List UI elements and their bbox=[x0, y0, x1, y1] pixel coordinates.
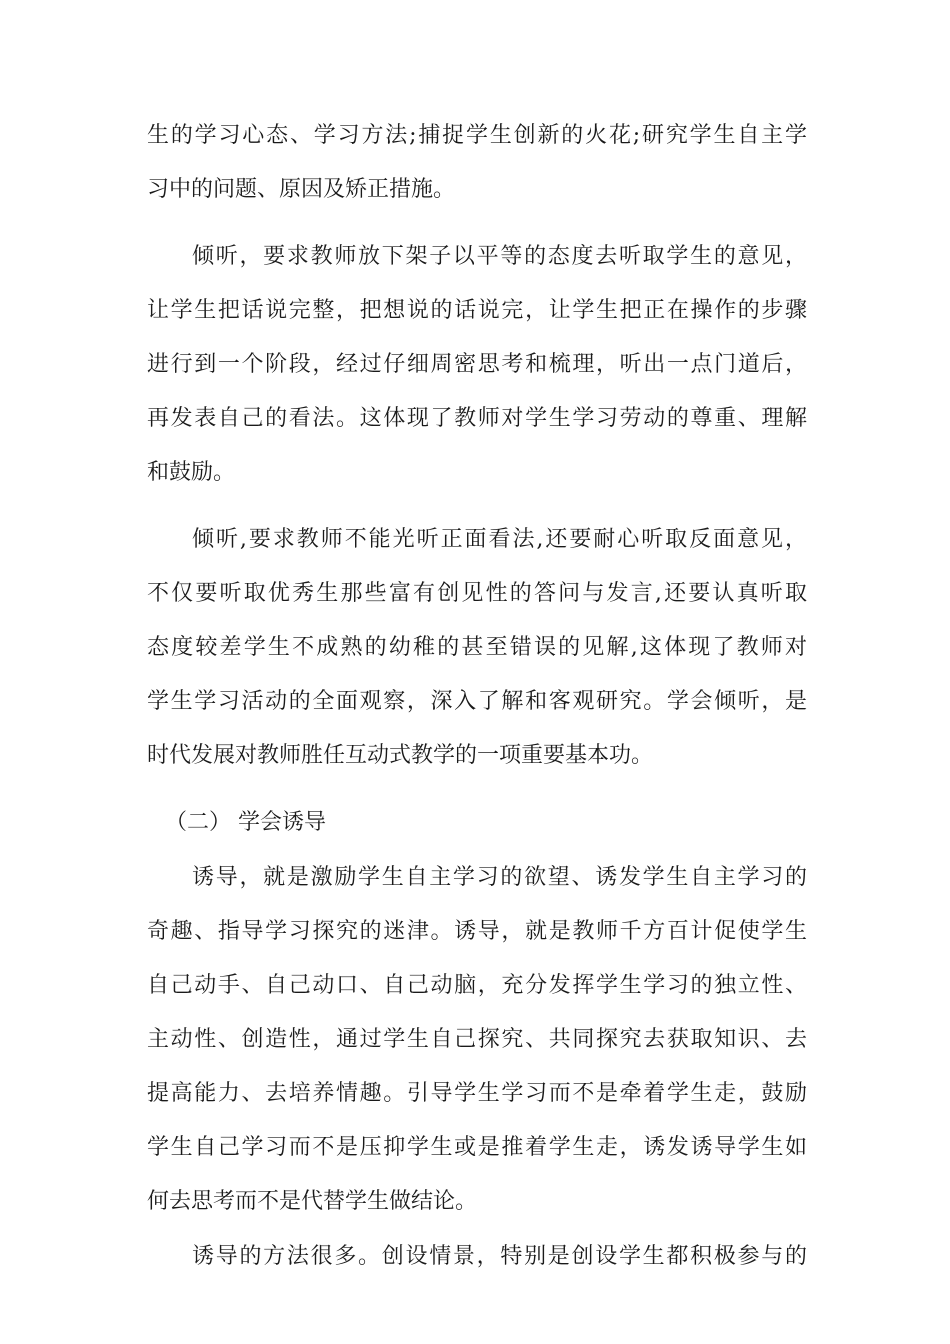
paragraph-4-line-2: 奇趣、指导学习探究的迷津。诱导，就是教师千方百计促使学生 bbox=[147, 919, 807, 944]
paragraph-1-line-1: 生的学习心态、学习方法;捕捉学生创新的火花;研究学生自主学 bbox=[147, 123, 807, 148]
section-heading: （二） 学会诱导 bbox=[165, 810, 326, 835]
paragraph-4-line-4: 主动性、创造性，通过学生自己探究、共同探究去获取知识、去 bbox=[147, 1027, 807, 1052]
paragraph-3-line-4: 学生学习活动的全面观察，深入了解和客观研究。学会倾听，是 bbox=[147, 689, 807, 714]
paragraph-3-line-2: 不仅要听取优秀生那些富有创见性的答问与发言,还要认真听取 bbox=[147, 581, 807, 606]
paragraph-4-line-1: 诱导，就是激励学生自主学习的欲望、诱发学生自主学习的 bbox=[192, 865, 807, 890]
paragraph-4-line-3: 自己动手、自己动口、自己动脑，充分发挥学生学习的独立性、 bbox=[147, 973, 807, 998]
paragraph-2-line-2: 让学生把话说完整，把想说的话说完，让学生把正在操作的步骤 bbox=[147, 298, 807, 323]
paragraph-2-line-1: 倾听，要求教师放下架子以平等的态度去听取学生的意见， bbox=[192, 244, 807, 269]
paragraph-4-line-6: 学生自己学习而不是压抑学生或是推着学生走，诱发诱导学生如 bbox=[147, 1135, 807, 1160]
paragraph-3-line-3: 态度较差学生不成熟的幼稚的甚至错误的见解,这体现了教师对 bbox=[147, 635, 807, 660]
paragraph-1-line-2: 习中的问题、原因及矫正措施。 bbox=[147, 177, 456, 202]
paragraph-3-line-5: 时代发展对教师胜任互动式教学的一项重要基本功。 bbox=[147, 743, 654, 768]
paragraph-4-line-5: 提高能力、去培养情趣。引导学生学习而不是牵着学生走，鼓励 bbox=[147, 1081, 807, 1106]
paragraph-5-line-1: 诱导的方法很多。创设情景，特别是创设学生都积极参与的 bbox=[192, 1244, 807, 1269]
paragraph-3-line-1: 倾听,要求教师不能光听正面看法,还要耐心听取反面意见， bbox=[192, 527, 807, 552]
paragraph-2-line-4: 再发表自己的看法。这体现了教师对学生学习劳动的尊重、理解 bbox=[147, 406, 807, 431]
paragraph-2-line-3: 进行到一个阶段，经过仔细周密思考和梳理，听出一点门道后， bbox=[147, 352, 807, 377]
paragraph-4-line-7: 何去思考而不是代替学生做结论。 bbox=[147, 1189, 478, 1214]
paragraph-2-line-5: 和鼓励。 bbox=[147, 460, 236, 485]
